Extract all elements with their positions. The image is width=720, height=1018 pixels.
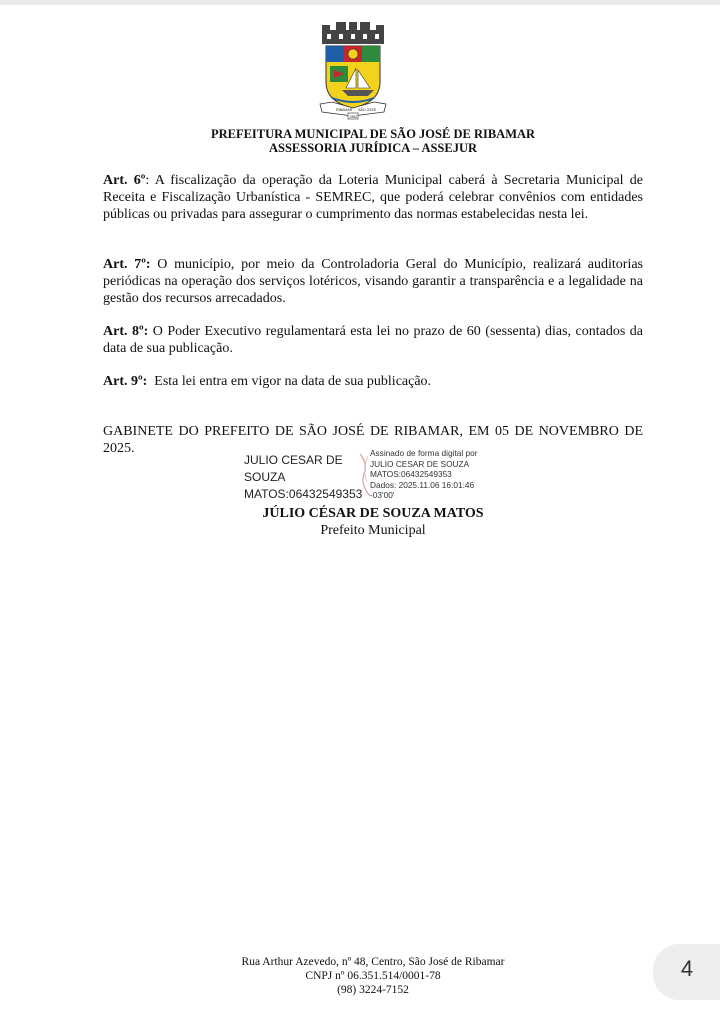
signature-detail-line-1: Assinado de forma digital por: [370, 448, 478, 458]
footer-address: Rua Arthur Azevedo, nº 48, Centro, São José de Ribamar: [241, 956, 505, 968]
signature-detail-line-5: -03'00': [370, 490, 395, 501]
municipal-crest-logo: [318, 22, 388, 120]
signer-name: JÚLIO CÉSAR DE SOUZA MATOS: [262, 506, 484, 521]
article-7-label: Art. 7º:: [103, 257, 151, 272]
article-6-label: Art. 6º: [103, 173, 146, 188]
signature-detail-line-2: JULIO CESAR DE SOUZA: [370, 458, 470, 469]
signer-role: Prefeito Municipal: [320, 523, 426, 538]
footer-cnpj: CNPJ nº 06.351.514/0001-78: [305, 970, 441, 982]
crest-ribbon-right-text: SÃO JOSÉ: [358, 108, 376, 112]
header-subtitle: ASSESSORIA JURÍDICA – ASSEJUR: [268, 141, 478, 155]
article-9: [103, 373, 643, 390]
article-8-text: O Poder Executivo regulamentará esta lei no prazo de 60 (sessenta) dias, contados da data de sua publicação.: [103, 324, 643, 356]
top-edge-bar: [0, 0, 720, 5]
page-number: 4: [680, 956, 694, 981]
article-7-text: O município, por meio da Controladoria Geral do Município, realizará auditorias periódicas na operação dos serviços lotéricos, visando garantir a transparência e a legalidade na gestão dos recursos arrecadados.: [103, 257, 643, 306]
signature-detail-line-4: Dados: 2025.11.06 16:01:46: [370, 479, 475, 490]
signature-name-line-2: SOUZA: [244, 470, 286, 484]
article-7: [103, 256, 643, 307]
signature-detail-line-3: MATOS:06432549353: [370, 469, 452, 480]
article-8: [103, 323, 643, 357]
digital-signature-details: [370, 448, 510, 501]
crest-year-text: 1952: [349, 114, 358, 119]
footer-phone: (98) 3224-7152: [337, 984, 409, 996]
signature-name-line-1: JULIO CESAR DE: [244, 453, 343, 467]
signature-name-line-3: MATOS:06432549353: [244, 487, 363, 501]
article-6: [103, 172, 643, 223]
article-6-text: : A fiscalização da operação da Loteria Municipal caberá à Secretaria Municipal de Receita e Fiscalização Urbanística - SEMREC, que poderá celebrar convênios com entidades públicas ou privadas para assegurar o cumprimento das normas estabelecidas nesta lei.: [103, 173, 643, 222]
article-9-label: Art. 9º:: [103, 374, 148, 389]
article-9-text: Esta lei entra em vigor na data de sua publicação.: [147, 374, 432, 389]
closing-statement: GABINETE DO PREFEITO DE SÃO JOSÉ DE RIBAMAR, EM 05 DE NOVEMBRO DE 2025.: [103, 424, 643, 456]
crest-ribbon-left-text: RIBAMAR: [336, 108, 353, 112]
header-title: PREFEITURA MUNICIPAL DE SÃO JOSÉ DE RIBAMAR: [210, 127, 536, 141]
article-8-label: Art. 8º:: [103, 324, 149, 339]
digital-signature-name: [244, 452, 368, 503]
